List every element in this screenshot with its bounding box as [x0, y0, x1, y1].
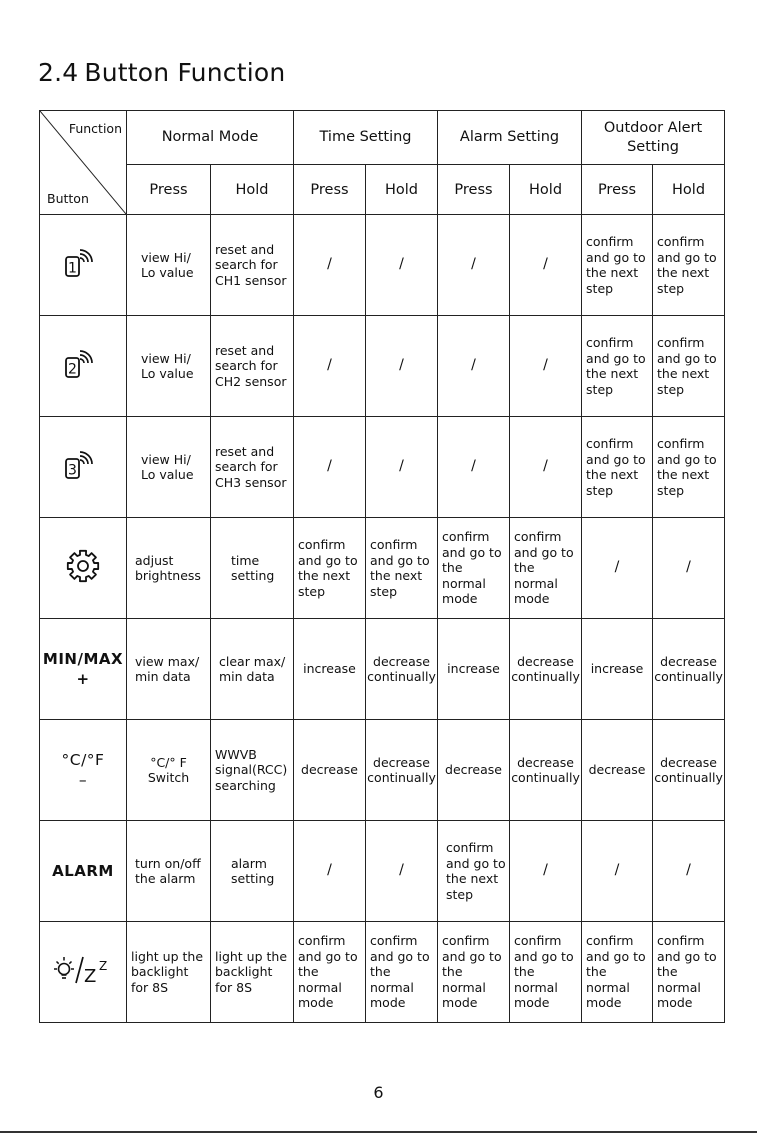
button-cell	[40, 316, 127, 417]
gear-icon	[65, 548, 101, 584]
mode-header: Outdoor Alert Setting	[582, 111, 725, 165]
section-number: 2.4	[38, 58, 79, 87]
table-cell: view Hi/ Lo value	[127, 215, 211, 316]
table-cell: confirm and go to the next step	[653, 316, 725, 417]
table-cell: /	[510, 316, 582, 417]
section-title	[38, 58, 285, 87]
table-cell: /	[294, 821, 366, 922]
table-cell: confirm and go to the next step	[582, 316, 653, 417]
table-row	[40, 619, 725, 720]
table-cell: /	[366, 417, 438, 518]
table-cell: /	[438, 417, 510, 518]
table-row	[40, 417, 725, 518]
table-cell: confirm and go to the normal mode	[366, 922, 438, 1023]
table-cell: confirm and go to the next step	[294, 518, 366, 619]
button-cell	[40, 821, 127, 922]
table-cell: /	[438, 316, 510, 417]
table-cell: /	[582, 518, 653, 619]
table-row	[40, 720, 725, 821]
corner-function-label: Function	[68, 121, 122, 136]
table-cell: confirm and go to the next step	[653, 417, 725, 518]
button-cell	[40, 720, 127, 821]
table-cell: /	[582, 821, 653, 922]
hold-header: Hold	[510, 165, 582, 215]
table-cell: /	[653, 821, 725, 922]
table-cell: confirm and go to the normal mode	[582, 922, 653, 1023]
table-cell: light up the backlight for 8S	[127, 922, 211, 1023]
bottom-rule	[0, 1131, 757, 1133]
table-cell: view Hi/ Lo value	[127, 417, 211, 518]
button-cell	[40, 518, 127, 619]
table-cell: reset and search for CH1 sensor	[211, 215, 294, 316]
mode-header: Normal Mode	[127, 111, 294, 165]
table-row	[40, 316, 725, 417]
table-cell: decrease continually	[510, 720, 582, 821]
table-cell: decrease	[582, 720, 653, 821]
table-cell: adjust brightness	[127, 518, 211, 619]
table-cell: decrease	[438, 720, 510, 821]
svg-text:Z: Z	[84, 966, 97, 987]
table-row	[40, 215, 725, 316]
table-cell: /	[366, 215, 438, 316]
table-cell: decrease continually	[510, 619, 582, 720]
table-cell: /	[510, 215, 582, 316]
table-cell: /	[294, 215, 366, 316]
svg-text:Z: Z	[99, 959, 108, 973]
table-cell: decrease continually	[653, 619, 725, 720]
channel-3-signal-icon	[63, 447, 103, 483]
min-max-plus-button-label: MIN/MAX +	[42, 650, 124, 688]
table-cell: decrease continually	[366, 720, 438, 821]
table-cell: confirm and go to the normal mode	[510, 518, 582, 619]
table-cell: /	[366, 316, 438, 417]
table-cell: confirm and go to the normal mode	[438, 922, 510, 1023]
mode-header: Alarm Setting	[438, 111, 582, 165]
table-cell: decrease	[294, 720, 366, 821]
corner-button-label: Button	[47, 191, 89, 206]
table-cell: WWVB signal(RCC) searching	[211, 720, 294, 821]
table-cell: confirm and go to the normal mode	[510, 922, 582, 1023]
table-cell: time setting	[211, 518, 294, 619]
table-cell: reset and search for CH2 sensor	[211, 316, 294, 417]
table-cell: confirm and go to the normal mode	[653, 922, 725, 1023]
button-cell	[40, 922, 127, 1023]
unit-minus-button-label: °C/°F –	[61, 751, 105, 789]
table-cell: confirm and go to the next step	[438, 821, 510, 922]
button-cell	[40, 215, 127, 316]
press-header: Press	[127, 165, 211, 215]
press-header: Press	[438, 165, 510, 215]
button-cell	[40, 417, 127, 518]
hold-header: Hold	[653, 165, 725, 215]
table-cell: /	[294, 316, 366, 417]
table-cell: confirm and go to the next step	[653, 215, 725, 316]
mode-header: Time Setting	[294, 111, 438, 165]
table-cell: /	[653, 518, 725, 619]
table-cell: alarm setting	[211, 821, 294, 922]
table-cell: /	[438, 215, 510, 316]
press-header: Press	[582, 165, 653, 215]
table-cell: confirm and go to the normal mode	[438, 518, 510, 619]
table-cell: confirm and go to the next step	[582, 417, 653, 518]
channel-number: 1	[68, 260, 77, 277]
table-cell: decrease continually	[653, 720, 725, 821]
table-cell: increase	[582, 619, 653, 720]
backlight-snooze-icon	[51, 953, 115, 987]
table-cell: clear max/ min data	[211, 619, 294, 720]
channel-number: 2	[68, 361, 77, 378]
section-title-text: Button Function	[84, 58, 286, 87]
table-cell: view Hi/ Lo value	[127, 316, 211, 417]
page-number: 6	[373, 1083, 384, 1102]
table-row	[40, 922, 725, 1023]
corner-header	[40, 111, 127, 215]
press-header: Press	[294, 165, 366, 215]
table-cell: light up the backlight for 8S	[211, 922, 294, 1023]
table-cell: reset and search for CH3 sensor	[211, 417, 294, 518]
hold-header: Hold	[366, 165, 438, 215]
alarm-button-label: ALARM	[52, 862, 114, 880]
table-cell: turn on/off the alarm	[127, 821, 211, 922]
button-cell	[40, 619, 127, 720]
table-row	[40, 518, 725, 619]
table-cell: increase	[438, 619, 510, 720]
table-cell: confirm and go to the next step	[366, 518, 438, 619]
table-cell: view max/ min data	[127, 619, 211, 720]
table-cell: /	[510, 821, 582, 922]
table-cell: confirm and go to the normal mode	[294, 922, 366, 1023]
hold-header: Hold	[211, 165, 294, 215]
button-function-table	[39, 110, 725, 1023]
channel-2-signal-icon	[63, 346, 103, 382]
table-cell: increase	[294, 619, 366, 720]
table-cell: /	[366, 821, 438, 922]
table-cell: /	[294, 417, 366, 518]
table-cell: °C/° F Switch	[127, 720, 211, 821]
table-cell: /	[510, 417, 582, 518]
channel-1-signal-icon	[63, 245, 103, 281]
table-row	[40, 821, 725, 922]
table-cell: decrease continually	[366, 619, 438, 720]
table-cell: confirm and go to the next step	[582, 215, 653, 316]
channel-number: 3	[68, 462, 77, 479]
